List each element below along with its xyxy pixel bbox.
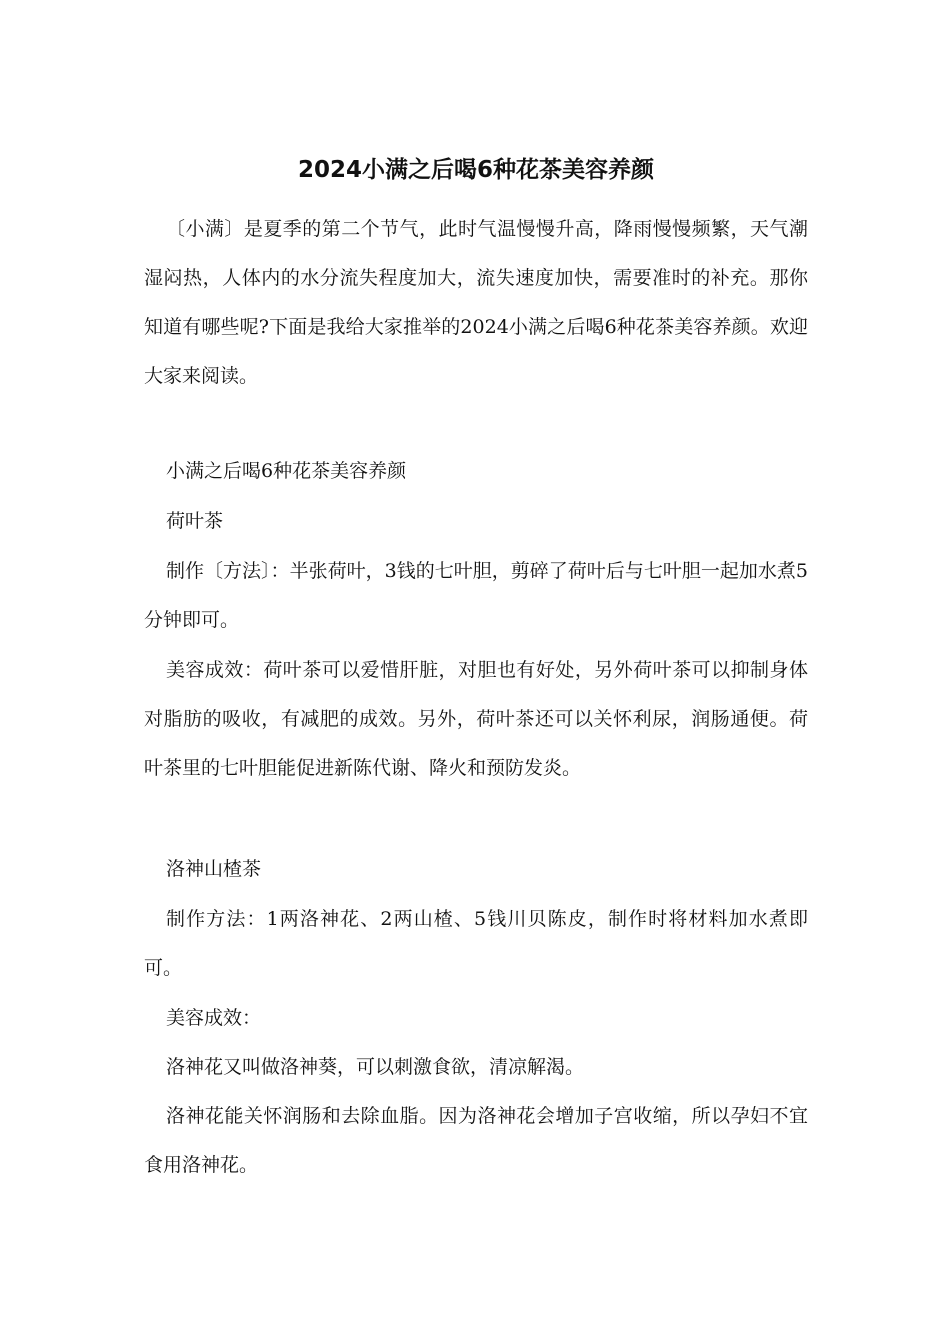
tea2-effect-line2: 洛神花能关怀润肠和去除血脂。因为洛神花会增加子宫收缩，所以孕妇不宜食用洛神花。: [144, 1105, 808, 1176]
tea2-effect-label: 美容成效：: [166, 1007, 262, 1029]
tea1-method: 制作〔方法〕：半张荷叶，3钱的七叶胆，剪碎了荷叶后与七叶胆一起加水煮5分钟即可。: [144, 560, 808, 631]
tea1-name: 荷叶茶: [166, 510, 224, 532]
intro-paragraph: 〔小满〕是夏季的第二个节气，此时气温慢慢升高，降雨慢慢频繁，天气潮湿闷热，人体内的水分流失程度加大，流失速度加快，需要准时的补充。那你知道有哪些呢?下面是我给大家推举的2024小满之后喝6种花茶美容养颜。欢迎大家来阅读。: [144, 218, 808, 387]
tea2-name: 洛神山楂茶: [166, 858, 262, 880]
tea2-effect-line1: 洛神花又叫做洛神葵，可以刺激食欲，清凉解渴。: [166, 1056, 585, 1078]
document-title: 2024小满之后喝6种花茶美容养颜: [297, 157, 655, 183]
tea2-method: 制作方法：1两洛神花、2两山楂、5钱川贝陈皮，制作时将材料加水煮即可。: [144, 908, 808, 979]
section-heading: 小满之后喝6种花茶美容养颜: [166, 460, 407, 482]
tea1-effect: 美容成效：荷叶茶可以爱惜肝脏，对胆也有好处，另外荷叶茶可以抑制身体对脂肪的吸收，有减肥的成效。另外，荷叶茶还可以关怀利尿，润肠通便。荷叶茶里的七叶胆能促进新陈代谢、降火和预防发炎。: [144, 659, 808, 779]
